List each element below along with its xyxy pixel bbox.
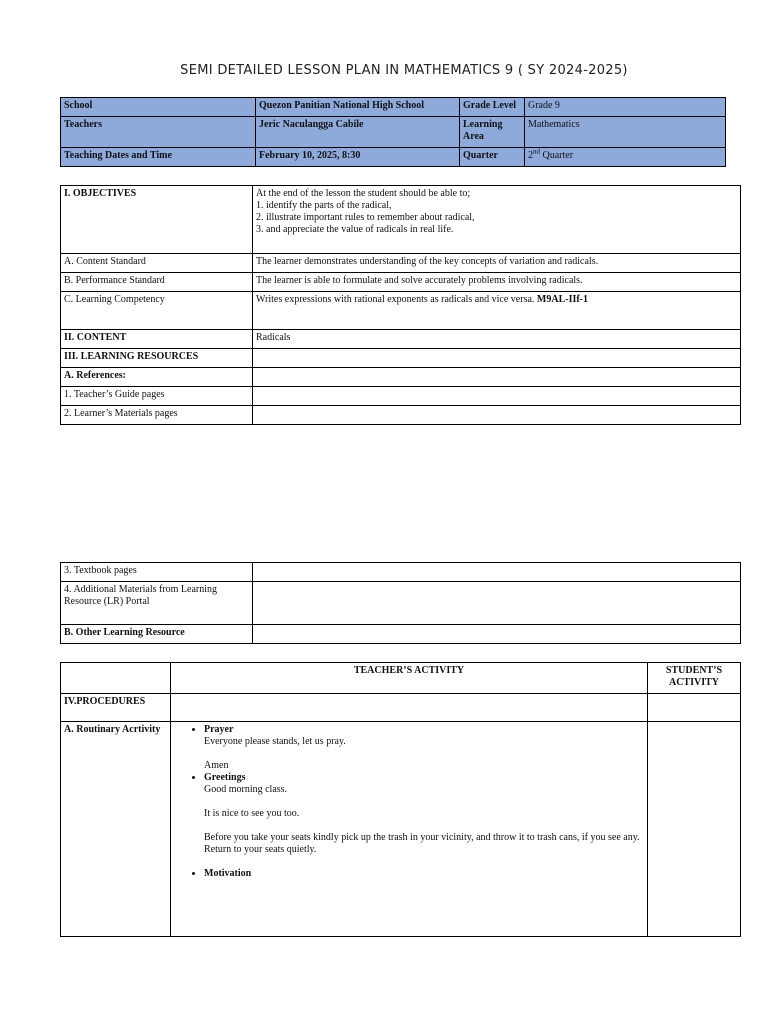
teaching-dates-label: Teaching Dates and Time bbox=[61, 148, 256, 167]
greetings-title: • Greetings bbox=[204, 772, 246, 783]
procedures-table bbox=[60, 662, 741, 937]
greetings-line: It is nice to see you too. bbox=[204, 808, 300, 819]
objective-item: 1. identify the parts of the radical, bbox=[256, 200, 392, 211]
other-resource-value bbox=[253, 625, 741, 644]
page-title: SEMI DETAILED LESSON PLAN IN MATHEMATICS 9 ( SY 2024-2025) bbox=[180, 63, 628, 78]
teacher-activity-header: TEACHER’S ACTIVITY bbox=[171, 663, 648, 694]
greetings-line: Before you take your seats kindly pick up the trash in your vicinity, and throw it to trash cans, if you see any. Return to your seats quietly. bbox=[204, 832, 640, 855]
motivation-item bbox=[204, 868, 644, 880]
content-standard-label: A. Content Standard bbox=[61, 254, 253, 273]
learning-area-value: Mathematics bbox=[525, 117, 726, 148]
teachers-value: Jeric Naculangga Cabile bbox=[256, 117, 460, 148]
grade-level-label: Grade Level bbox=[460, 98, 525, 117]
prayer-line: Everyone please stands, let us pray. bbox=[204, 736, 346, 747]
references-label: A. References: bbox=[61, 368, 253, 387]
learning-resources-label: III. LEARNING RESOURCES bbox=[61, 349, 253, 368]
learners-materials-value bbox=[253, 406, 741, 425]
teachers-guide-label: 1. Teacher’s Guide pages bbox=[61, 387, 253, 406]
objectives-value bbox=[253, 186, 741, 254]
quarter-value: 2nd Quarter bbox=[525, 148, 726, 167]
learning-competency-value: Writes expressions with rational exponents as radicals and vice versa. M9AL-IIf-1 bbox=[253, 292, 741, 330]
learning-area-label: Learning Area bbox=[460, 117, 525, 148]
teaching-dates-value: February 10, 2025, 8:30 bbox=[256, 148, 460, 167]
greetings-line: Good morning class. bbox=[204, 784, 288, 795]
teachers-guide-value bbox=[253, 387, 741, 406]
greetings-item bbox=[204, 772, 644, 868]
school-value: Quezon Panitian National High School bbox=[256, 98, 460, 117]
resources-table bbox=[60, 562, 741, 644]
prayer-title: • Prayer bbox=[204, 724, 234, 735]
learners-materials-label: 2. Learner’s Materials pages bbox=[61, 406, 253, 425]
additional-materials-label: 4. Additional Materials from Learning Resource (LR) Portal bbox=[61, 582, 253, 625]
routinary-activity-label: A. Routinary Acrtivity bbox=[61, 722, 171, 937]
grade-level-value: Grade 9 bbox=[525, 98, 726, 117]
objective-item: 3. and appreciate the value of radicals in real life. bbox=[256, 224, 454, 235]
objectives-table bbox=[60, 185, 741, 425]
procedures-label: IV.PROCEDURES bbox=[61, 694, 171, 722]
school-label: School bbox=[61, 98, 256, 117]
references-value bbox=[253, 368, 741, 387]
procedures-student-cell bbox=[648, 694, 741, 722]
motivation-title: • Motivation bbox=[204, 868, 252, 879]
other-resource-label: B. Other Learning Resource bbox=[61, 625, 253, 644]
textbook-value bbox=[253, 563, 741, 582]
content-label: II. CONTENT bbox=[61, 330, 253, 349]
objective-item: 2. illustrate important rules to remember about radical, bbox=[256, 212, 475, 223]
prayer-line: Amen bbox=[204, 760, 229, 771]
additional-materials-value bbox=[253, 582, 741, 625]
objectives-label: I. OBJECTIVES bbox=[61, 186, 253, 254]
procedures-corner-cell bbox=[61, 663, 171, 694]
textbook-label: 3. Textbook pages bbox=[61, 563, 253, 582]
teachers-label: Teachers bbox=[61, 117, 256, 148]
performance-standard-label: B. Performance Standard bbox=[61, 273, 253, 292]
header-info-table bbox=[60, 97, 726, 167]
student-activity-header: STUDENT’S ACTIVITY bbox=[648, 663, 741, 694]
performance-standard-value: The learner is able to formulate and solve accurately problems involving radicals. bbox=[253, 273, 741, 292]
objectives-intro: At the end of the lesson the student should be able to; bbox=[256, 188, 471, 199]
learning-resources-value bbox=[253, 349, 741, 368]
prayer-item bbox=[204, 724, 644, 772]
competency-code: M9AL-IIf-1 bbox=[536, 294, 589, 305]
routinary-student-activity bbox=[648, 722, 741, 937]
learning-competency-label: C. Learning Competency bbox=[61, 292, 253, 330]
content-standard-value: The learner demonstrates understanding of the key concepts of variation and radicals. bbox=[253, 254, 741, 273]
routinary-teacher-activity bbox=[171, 722, 648, 937]
content-value: Radicals bbox=[253, 330, 741, 349]
quarter-label: Quarter bbox=[460, 148, 525, 167]
procedures-teacher-cell bbox=[171, 694, 648, 722]
